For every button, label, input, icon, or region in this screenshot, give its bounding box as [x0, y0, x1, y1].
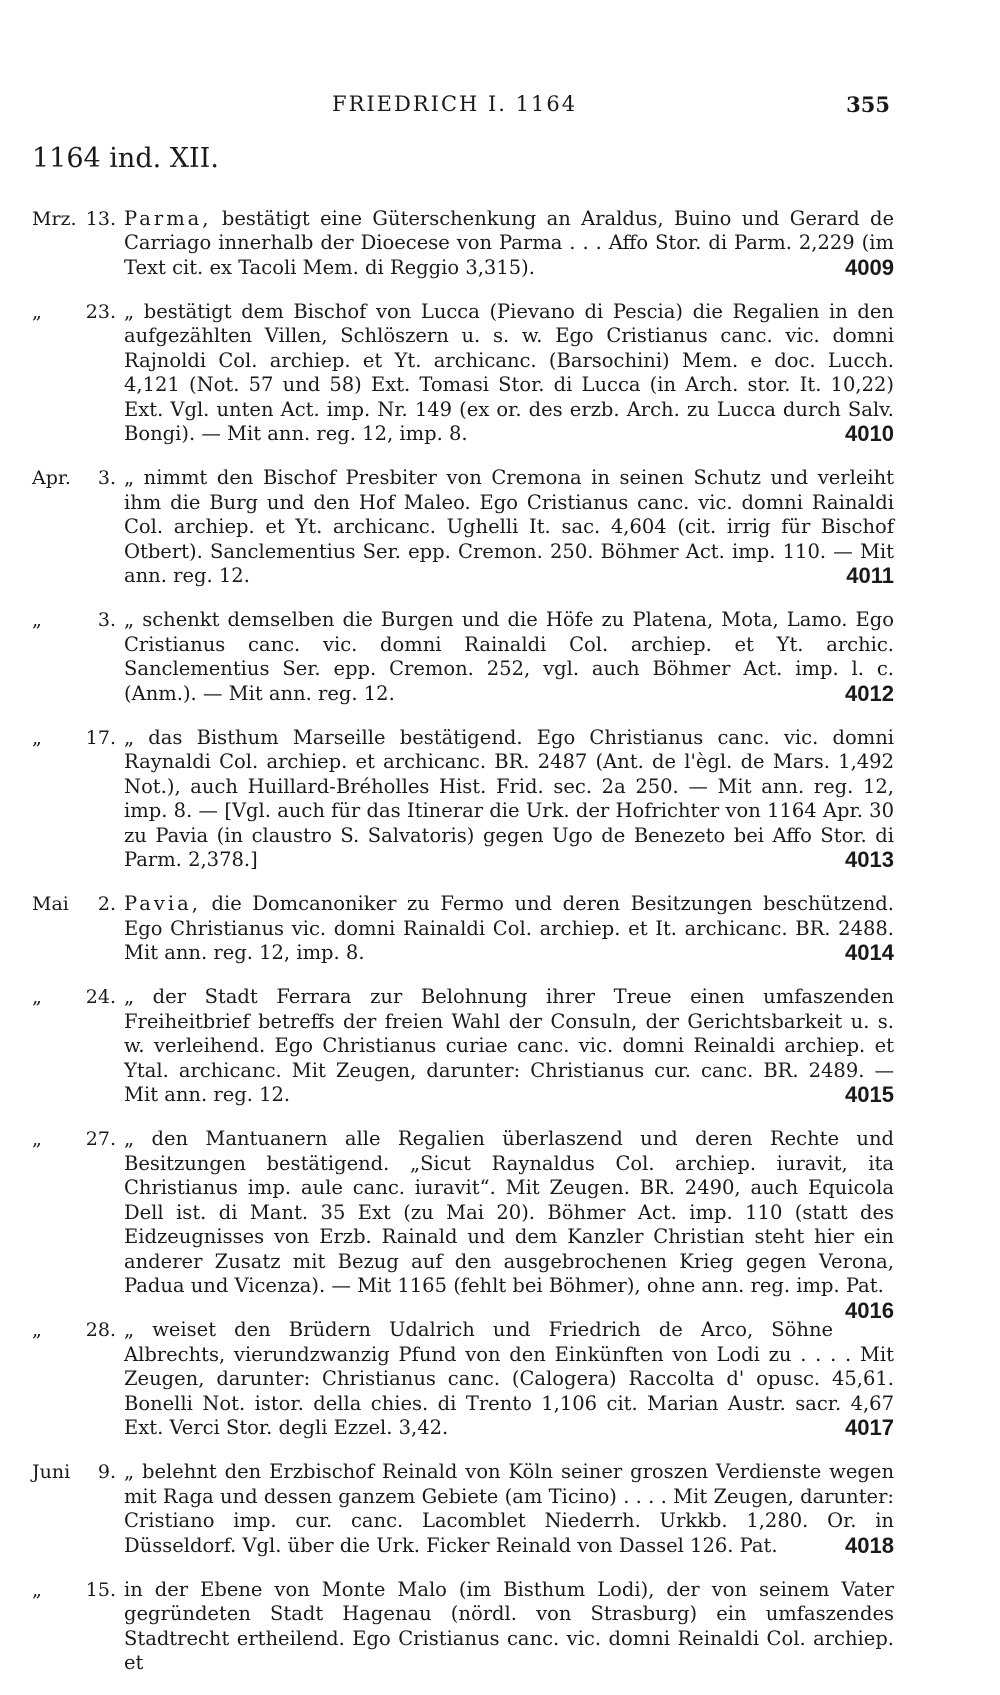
running-title: FRIEDRICH I. 1164 [332, 92, 578, 116]
regesta-entry [32, 1460, 894, 1558]
entry-month: „ [32, 609, 42, 631]
entry-text [124, 608, 894, 706]
entry-day: 13. [85, 207, 116, 230]
entry-content: „ der Stadt Ferrara zur Belohnung ihrer Treue einen umfaszenden Freiheitbrief betreffs der freien Wahl der Consuln, der Gerichtsbarkeit u. s. w. verleihend. Ego Christianus curiae canc. vic. domni Reinaldi archiep. et Ytal. archicanc. Mit Zeugen, darunter: Christianus cur. canc. BR. 2489. — Mit ann. reg. 12. [124, 985, 894, 1106]
regesta-entry [32, 1127, 894, 1323]
page-header [120, 92, 890, 122]
entry-content: „ das Bisthum Marseille bestätigend. Ego Christianus canc. vic. domni Raynaldi Col. archiep. et archicanc. BR. 2487 (Ant. de l'ègl. de Mars. 1,492 Not.), auch Huillard-Bréholles Hist. Frid. sec. 2a 250. — Mit ann. reg. 12, imp. 8. — [Vgl. auch für das Itinerar die Urk. der Hofrichter von 1164 Apr. 30 zu Pavia (in claustro S. Salvatoris) gegen Ugo de Benezeto bei Affo Stor. di Parm. 2,378.] [124, 725, 894, 871]
regesta-entry [32, 726, 894, 873]
regesta-entry [32, 1318, 894, 1441]
entry-content: in der Ebene von Monte Malo (im Bisthum Lodi), der von seinem Vater gegründeten Stadt Hagenau (nördl. von Strasburg) ein umfaszendes Stadtrecht ertheilend. Ego Cristianus canc. vic. domni Reinaldi Col. archiep. et [124, 1577, 894, 1674]
regesta-list [32, 187, 894, 1695]
entry-day: 24. [85, 986, 116, 1008]
entry-number: 4011 [846, 563, 894, 588]
entry-month: „ [32, 1128, 42, 1150]
entry-text [124, 300, 894, 447]
regesta-entry [32, 1578, 894, 1676]
entry-month: Mrz. [32, 207, 77, 230]
entry-content: „ belehnt den Erzbischof Reinald von Köln seiner groszen Verdienste wegen mit Raga und dessen ganzem Gebiete (am Ticino) . . . . Mit Zeugen, darunter: Cristiano imp. cur. canc. Lacomblet Niederrh. Urkkb. 1,280. Or. in Düsseldorf. Vgl. über die Urk. Ficker Reinald von Dassel 126. Pat. [124, 1460, 894, 1557]
entry-number: 4016 [845, 1297, 894, 1323]
entry-text [124, 892, 894, 966]
entry-number: 4009 [845, 254, 894, 280]
entry-number: 4018 [845, 1532, 894, 1558]
regesta-entry [32, 985, 894, 1108]
entry-month: Mai [32, 893, 69, 915]
entry-content: bestätigt eine Güterschenkung an Araldus, Buino und Gerard de Carriago innerhalb der Dioecese von Parma . . . Affo Stor. di Parm. 2,229 (im Text cit. ex Tacoli Mem. di Reggio 3,315). [124, 206, 894, 279]
entry-text [124, 726, 894, 873]
entry-number: 4013 [845, 847, 894, 872]
entry-day: 23. [85, 300, 116, 323]
entry-number: 4014 [845, 940, 894, 965]
entry-month: „ [32, 300, 42, 323]
entry-month: „ [32, 1578, 42, 1601]
entry-text [124, 985, 894, 1108]
entry-content: „ bestätigt dem Bischof von Lucca (Pievano di Pescia) die Regalien in den aufgezählten Villen, Schlöszern u. s. w. Ego Cristianus canc. vic. domni Rajnoldi Col. archiep. et Yt. archicanc. (Barsochini) Mem. e doc. Lucch. 4,121 (Not. 57 und 58) Ext. Tomasi Stor. di Lucca (in Arch. stor. It. 10,22) Ext. Vgl. unten Act. imp. Nr. 149 (ex or. des erzb. Arch. zu Lucca durch Salv. Bongi). — Mit ann. reg. 12, imp. 8. [124, 299, 894, 445]
entry-month: „ [32, 986, 42, 1008]
entry-place: Parma, [124, 206, 212, 230]
entry-number: 4015 [845, 1082, 894, 1107]
entry-day: 27. [85, 1128, 116, 1150]
regesta-entry [32, 300, 894, 447]
entry-number: 4017 [845, 1415, 894, 1440]
entry-day: 28. [85, 1319, 116, 1341]
entry-content: die Domcanoniker zu Fermo und deren Besitzungen beschützend. Ego Christianus vic. domni Rainaldi Col. archiep. et It. archicanc. BR. 2488. Mit ann. reg. 12, imp. 8. [124, 892, 894, 964]
entry-place: Pavia, [124, 892, 201, 915]
entry-text [124, 207, 894, 281]
entry-day: 17. [85, 726, 116, 749]
entry-month: „ [32, 726, 42, 749]
entry-day: 3. [97, 467, 116, 489]
entry-day: 9. [97, 1461, 116, 1483]
entry-text [124, 1127, 894, 1323]
regesta-entry [32, 892, 894, 966]
entry-day: 3. [97, 609, 116, 631]
regesta-entry [32, 207, 894, 281]
entry-text [124, 1318, 894, 1441]
entry-month: Apr. [32, 467, 71, 489]
entry-month: Juni [32, 1461, 71, 1483]
page-number: 355 [846, 92, 890, 117]
entry-month: „ [32, 1319, 42, 1341]
entry-text [124, 1460, 894, 1558]
entry-number: 4012 [845, 680, 894, 706]
entry-content: „ weiset den Brüdern Udalrich und Friedrich de Arco, Söhne Albrechts, vierundzwanzig Pfund von den Einkünften von Lodi zu . . . . Mit Zeugen, darunter: Christianus canc. (Calogera) Raccolta d' opusc. 45,61. Bonelli Not. istor. della chies. di Trento 1,106 cit. Marian Austr. sacr. 4,67 Ext. Verci Stor. degli Ezzel. 3,42. [124, 1318, 894, 1439]
entry-text [124, 466, 894, 589]
year-heading: 1164 ind. XII. [32, 143, 219, 174]
regesta-entry [32, 466, 894, 589]
entry-day: 15. [85, 1578, 116, 1601]
entry-content: „ den Mantuanern alle Regalien überlaszend und deren Rechte und Besitzungen bestätigend. „Sicut Raynaldus Col. archiep. iuravit, ita Christianus imp. aule canc. iuravit“. Mit Zeugen. BR. 2490, auch Equicola Dell ist. di Mant. 35 Ext (zu Mai 20). Böhmer Act. imp. 110 (statt des Eidzeugnisses von Erzb. Rainald und dem Kanzler Christian steht hier ein anderer Zusatz mit Bezug auf den ausgebrochenen Krieg gegen Verona, Padua und Vicenza). — Mit 1165 (fehlt bei Böhmer), ohne ann. reg. imp. Pat. [124, 1127, 894, 1297]
entry-number: 4010 [845, 421, 894, 446]
entry-content: „ schenkt demselben die Burgen und die Höfe zu Platena, Mota, Lamo. Ego Cristianus canc. vic. domni Rainaldi Col. archiep. et Yt. archic. Sanclementius Ser. epp. Cremon. 252, vgl. auch Böhmer Act. imp. l. c. (Anm.). — Mit ann. reg. 12. [124, 608, 894, 705]
entry-content: „ nimmt den Bischof Presbiter von Cremona in seinen Schutz und verleiht ihm die Burg und den Hof Maleo. Ego Cristianus canc. vic. domni Rainaldi Col. archiep. et Yt. archicanc. Ughelli It. sac. 4,604 (cit. irrig für Bischof Otbert). Sanclementius Ser. epp. Cremon. 250. Böhmer Act. imp. 110. — Mit ann. reg. 12. [124, 466, 894, 587]
entry-text [124, 1578, 894, 1676]
regesta-entry [32, 608, 894, 706]
entry-day: 2. [97, 893, 116, 915]
